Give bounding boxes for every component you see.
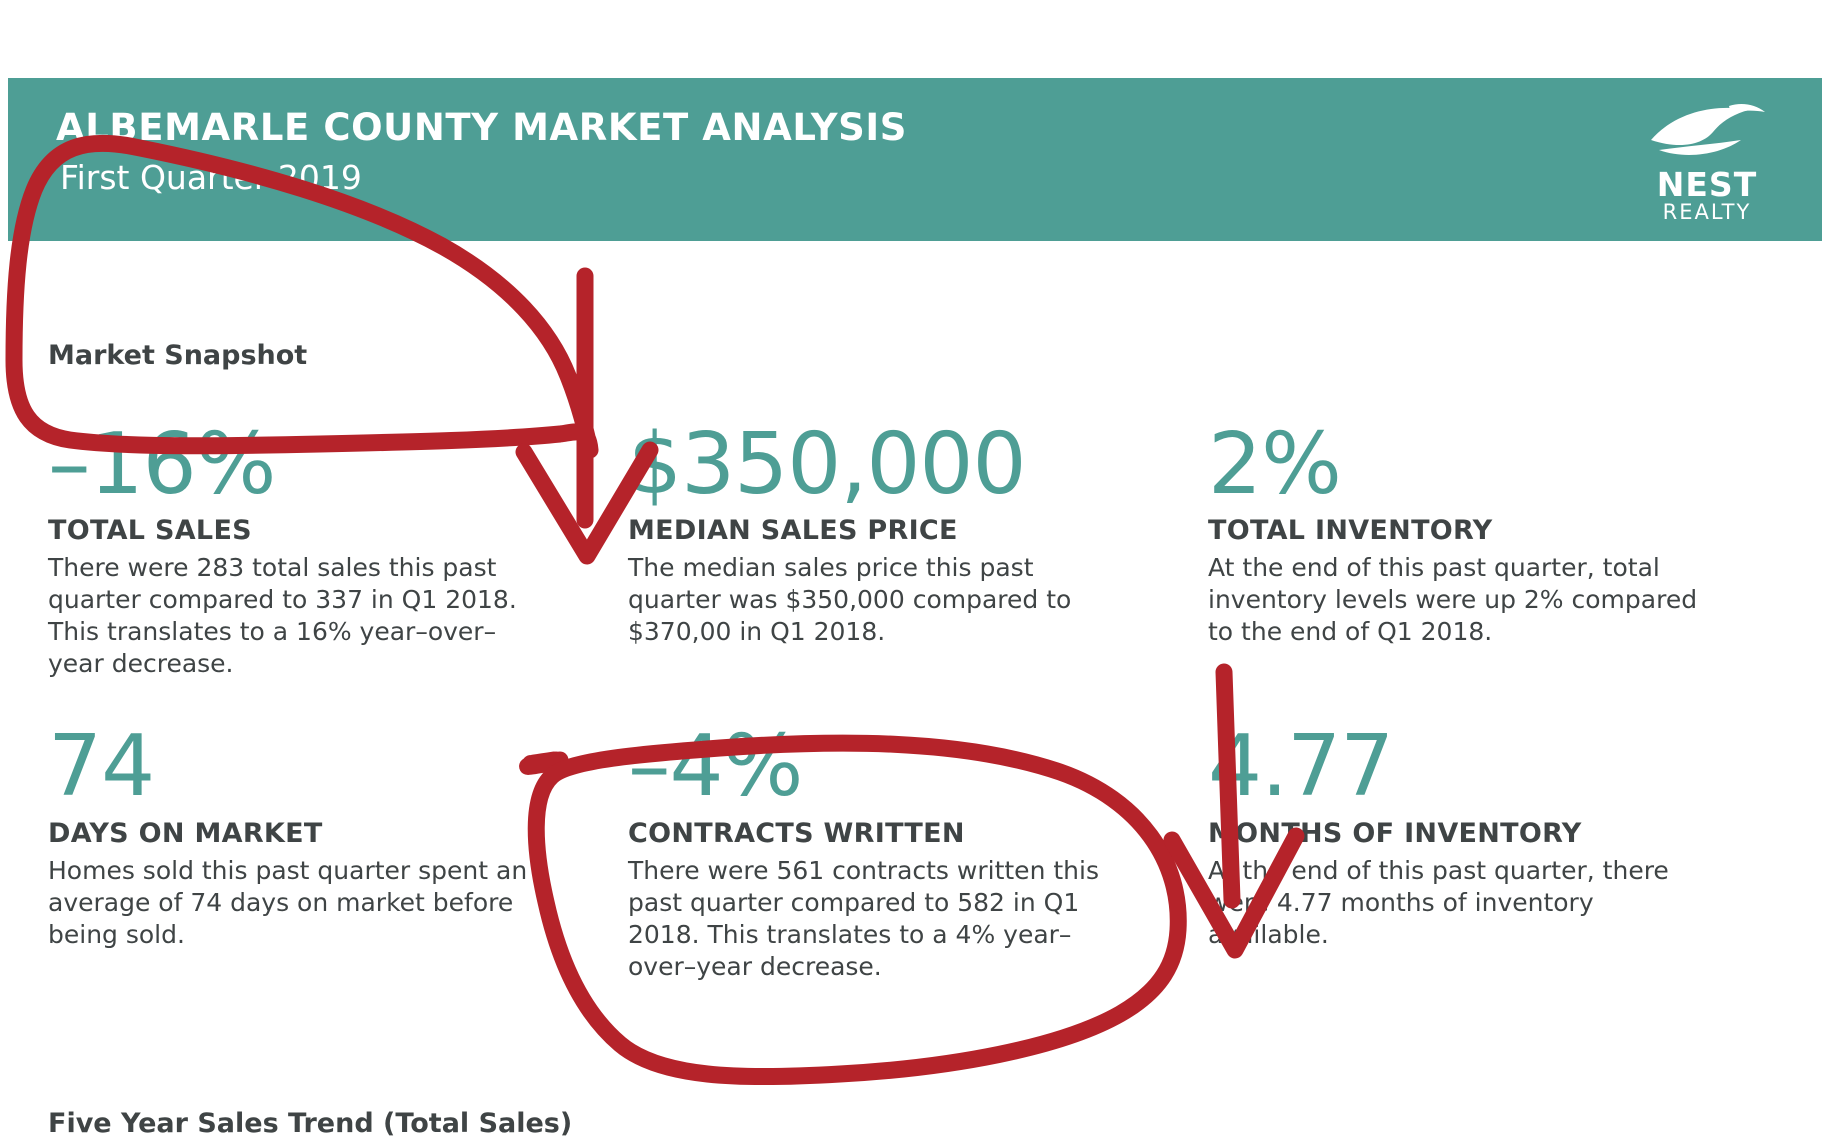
- stats-row-2: [48, 717, 1788, 982]
- stat-card-median-sales-price: [628, 415, 1208, 680]
- stat-description: Homes sold this past quarter spent an average of 74 days on market before being sold.: [48, 855, 528, 949]
- stat-card-months-of-inventory: [1208, 717, 1788, 982]
- stat-card-total-sales: [48, 415, 628, 680]
- stat-value: $350,000: [628, 415, 1026, 514]
- stat-description: There were 283 total sales this past quarter compared to 337 in Q1 2018. This translates to a 16% year–over–year decrease.: [48, 553, 517, 679]
- report-header: [8, 78, 1822, 241]
- stat-description: The median sales price this past quarter was $350,000 compared to $370,00 in Q1 2018.: [628, 553, 1072, 647]
- stat-value: –4%: [628, 717, 803, 817]
- stat-value: 74: [48, 717, 155, 817]
- logo-wordmark: NEST: [1656, 165, 1758, 204]
- stat-label: MEDIAN SALES PRICE: [628, 515, 958, 547]
- stat-label: MONTHS OF INVENTORY: [1208, 817, 1582, 849]
- five-year-sales-trend-title: Five Year Sales Trend (Total Sales): [48, 1108, 573, 1139]
- stat-description: At the end of this past quarter, there were 4.77 months of inventory available.: [1208, 855, 1669, 949]
- logo-subwordmark: REALTY: [1662, 200, 1752, 224]
- nest-realty-logo: [1632, 100, 1782, 230]
- stat-label: TOTAL SALES: [48, 515, 252, 547]
- bird-icon: [1632, 100, 1782, 166]
- stat-card-contracts-written: [628, 717, 1208, 982]
- stat-description: At the end of this past quarter, total inventory levels were up 2% compared to the end of Q1 2018.: [1208, 553, 1698, 647]
- market-snapshot-grid: [48, 415, 1788, 983]
- page-title: ALBEMARLE COUNTY MARKET ANALYSIS: [56, 106, 908, 149]
- stat-label: DAYS ON MARKET: [48, 817, 323, 849]
- stat-label: CONTRACTS WRITTEN: [628, 817, 965, 849]
- stats-row-1: [48, 415, 1788, 680]
- stat-description: There were 561 contracts written this past quarter compared to 582 in Q1 2018. This translates to a 4% year–over–year decrease.: [628, 855, 1099, 981]
- stat-value: 4.77: [1208, 717, 1394, 817]
- stat-value: –16%: [48, 415, 276, 514]
- stat-card-total-inventory: [1208, 415, 1788, 680]
- stat-value: 2%: [1208, 415, 1341, 514]
- stat-label: TOTAL INVENTORY: [1208, 515, 1493, 547]
- page-subtitle: First Quarter 2019: [60, 158, 362, 197]
- stat-card-days-on-market: [48, 717, 628, 982]
- market-snapshot-title: Market Snapshot: [48, 340, 308, 371]
